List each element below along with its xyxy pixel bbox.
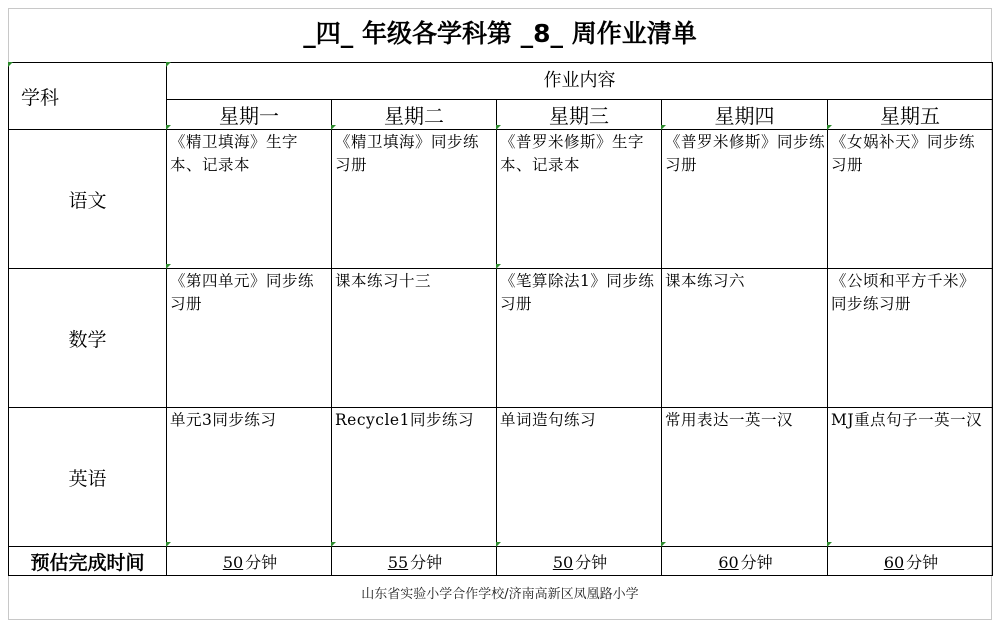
task-cell: 《普罗米修斯》同步练习册 — [662, 130, 828, 269]
corner-mark — [166, 125, 171, 130]
corner-mark — [166, 542, 171, 547]
corner-mark — [827, 542, 832, 547]
task-cell: 《笔算除法1》同步练习册 — [497, 269, 662, 408]
day-header: 星期四 — [662, 100, 828, 130]
corner-mark — [827, 125, 832, 130]
task-cell: 单元3同步练习 — [167, 408, 332, 547]
table-row — [9, 130, 993, 269]
corner-mark — [661, 125, 666, 130]
task-cell: 《精卫填海》生字本、记录本 — [167, 130, 332, 269]
page-title — [8, 14, 992, 54]
time-value: 60 — [718, 552, 739, 572]
time-value: 50 — [552, 552, 574, 572]
time-cell — [167, 547, 332, 576]
subject-math: 数学 — [9, 269, 167, 408]
time-cell — [662, 547, 828, 576]
time-value: 60 — [883, 552, 905, 572]
corner-mark — [331, 125, 336, 130]
time-unit: 分钟 — [575, 552, 608, 572]
corner-mark — [166, 264, 171, 269]
table-row — [9, 408, 993, 547]
task-cell: 课本练习十三 — [332, 269, 497, 408]
subject-english: 英语 — [9, 408, 167, 547]
title-suffix: 周作业清单 — [563, 19, 697, 48]
task-cell: 课本练习六 — [662, 269, 828, 408]
corner-mark — [496, 125, 501, 130]
corner-mark — [496, 264, 501, 269]
time-value: 50 — [222, 552, 244, 572]
estimated-time-label: 预估完成时间 — [9, 547, 167, 576]
time-cell — [332, 547, 497, 576]
time-cell — [828, 547, 993, 576]
homework-table — [8, 62, 993, 576]
corner-mark — [166, 62, 171, 67]
task-cell: 《精卫填海》同步练习册 — [332, 130, 497, 269]
time-unit: 分钟 — [245, 552, 278, 572]
corner-mark — [331, 542, 336, 547]
time-row — [9, 547, 993, 576]
corner-mark — [496, 542, 501, 547]
task-cell: 《普罗米修斯》生字本、记录本 — [497, 130, 662, 269]
content-header: 作业内容 — [167, 63, 993, 100]
task-cell: MJ重点句子一英一汉 — [828, 408, 993, 547]
task-cell: 《第四单元》同步练习册 — [167, 269, 332, 408]
time-unit: 分钟 — [740, 552, 773, 572]
day-header: 星期五 — [828, 100, 993, 130]
task-cell: Recycle1同步练习 — [332, 408, 497, 547]
task-cell: 常用表达一英一汉 — [662, 408, 828, 547]
day-header: 星期二 — [332, 100, 497, 130]
subject-chinese: 语文 — [9, 130, 167, 269]
corner-mark — [8, 62, 13, 67]
task-cell: 《公顷和平方千米》同步练习册 — [828, 269, 993, 408]
corner-mark — [661, 542, 666, 547]
task-cell: 《女娲补天》同步练习册 — [828, 130, 993, 269]
time-value: 55 — [387, 552, 409, 572]
day-header: 星期三 — [497, 100, 662, 130]
day-header: 星期一 — [167, 100, 332, 130]
title-week: _8_ — [520, 19, 564, 48]
school-footer: 山东省实验小学合作学校/济南高新区凤凰路小学 — [361, 587, 639, 602]
time-unit: 分钟 — [410, 552, 443, 572]
title-grade: _四_ — [303, 19, 354, 48]
time-unit: 分钟 — [906, 552, 939, 572]
task-cell: 单词造句练习 — [497, 408, 662, 547]
subject-header: 学科 — [9, 63, 167, 130]
table-row — [9, 269, 993, 408]
title-middle: 年级各学科第 — [353, 19, 521, 48]
time-cell — [497, 547, 662, 576]
